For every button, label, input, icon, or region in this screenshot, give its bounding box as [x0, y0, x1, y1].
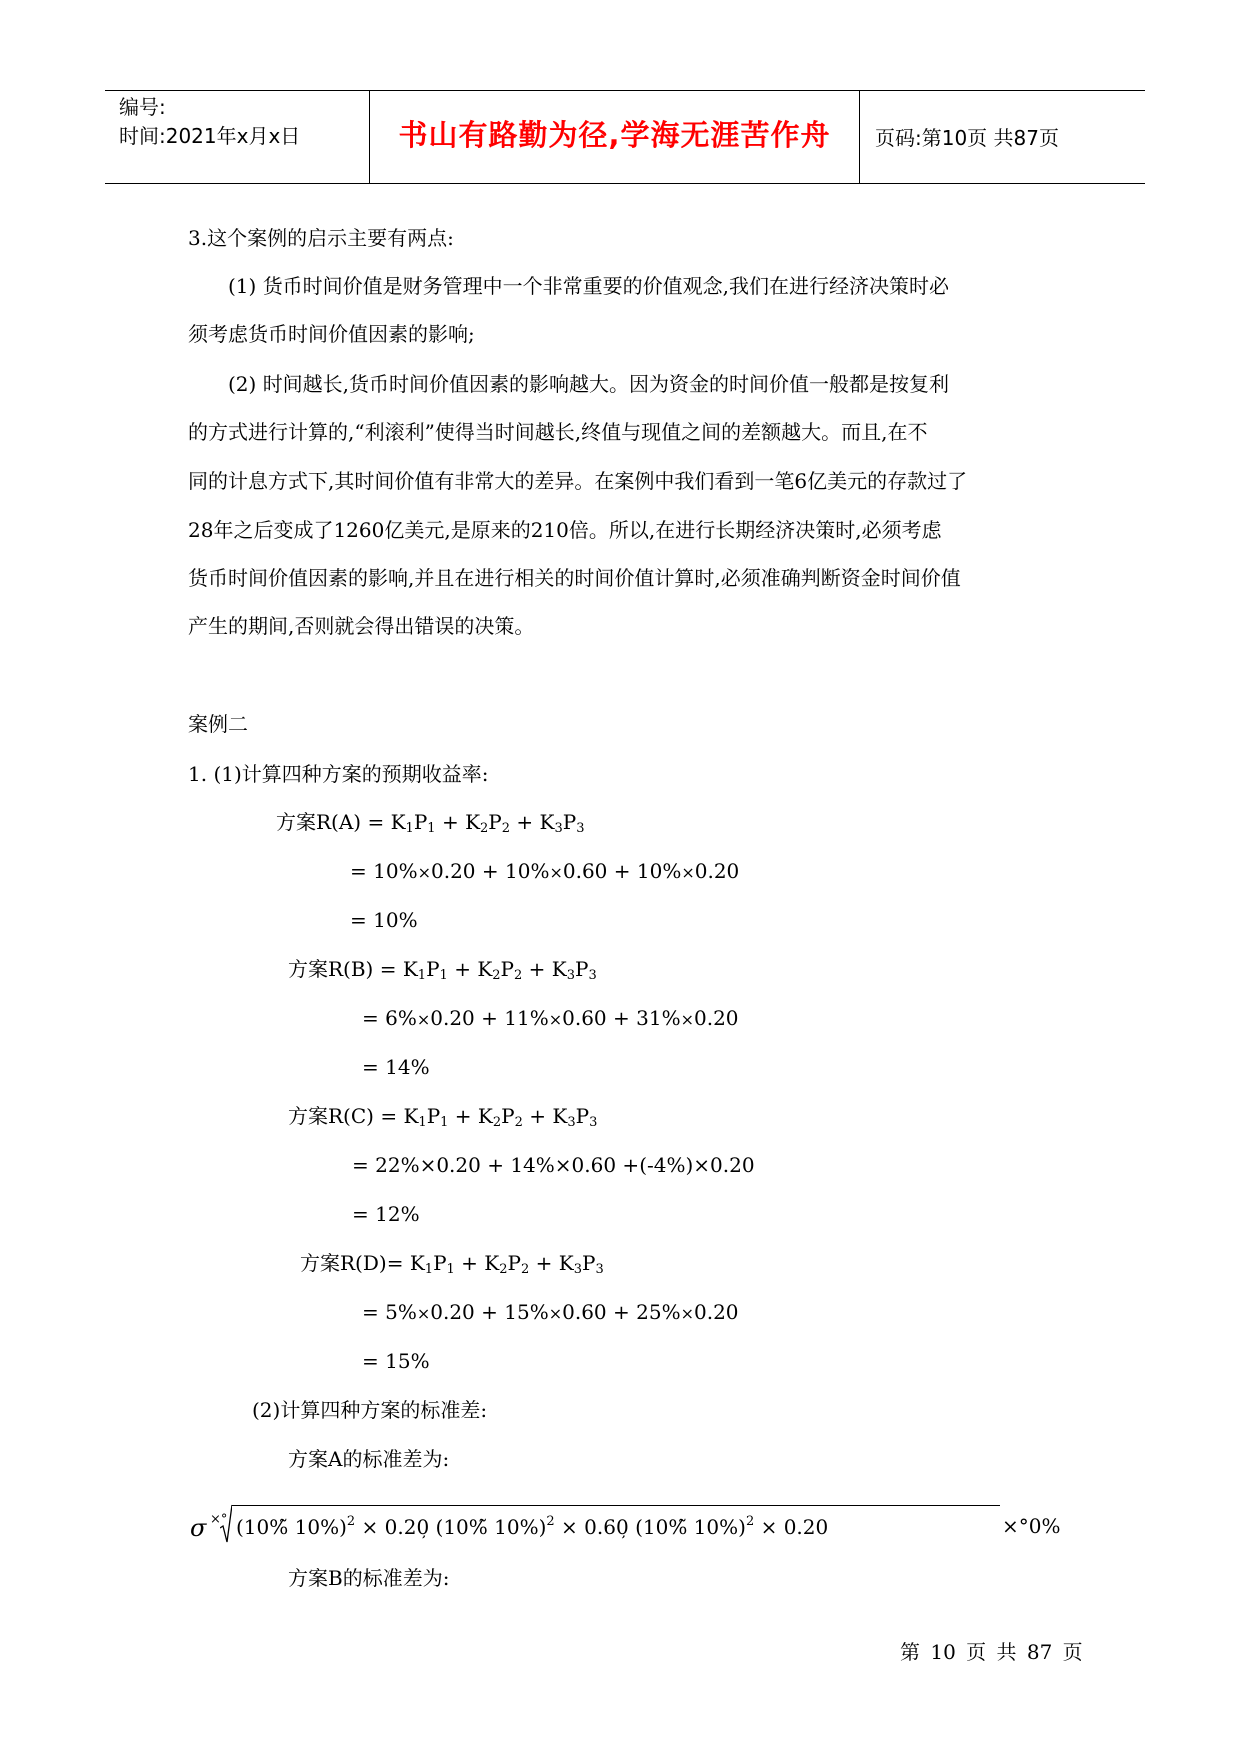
plan-c-formula: 方案$R(C) = K_1P_1 + K_2P_2 + K_3P_3$	[288, 1104, 598, 1130]
garbled-glyph: ×°	[210, 1512, 228, 1527]
std-dev-label-a: 方案A的标准差为:	[288, 1447, 450, 1471]
paragraph-line: (2) 时间越长,货币时间价值因素的影响越大。因为资金的时间价值一般都是按复利	[228, 372, 950, 396]
header-motto: 书山有路勤为径,学海无涯苦作舟	[398, 118, 831, 152]
plan-d-formula: 方案$R(D)= K_1P_1 + K_2P_2 + K_3P_3$	[300, 1251, 604, 1277]
document-header	[105, 90, 1145, 184]
plan-d-calc: = 5%×0.20 + 15%×0.60 + 25%×0.20	[362, 1300, 739, 1324]
paragraph-line: 产生的期间,否则就会得出错误的决策。	[188, 614, 535, 638]
plan-label: 方案R(B) =	[288, 957, 397, 981]
std-dev-formula	[190, 1504, 1061, 1544]
paragraph-line: 同的计息方式下,其时间价值有非常大的差异。在案例中我们看到一笔6亿美元的存款过了	[188, 469, 968, 493]
plan-b-calc: = 6%×0.20 + 11%×0.60 + 31%×0.20	[362, 1006, 739, 1030]
plan-c-result: = 12%	[352, 1202, 420, 1226]
paragraph-line: (1) 货币时间价值是财务管理中一个非常重要的价值观念,我们在进行经济决策时必	[228, 274, 950, 298]
formula-result: ×°0%	[1002, 1514, 1061, 1538]
paragraph-line: 3.这个案例的启示主要有两点:	[188, 226, 454, 250]
radicand: (10%̃ 10%)$^2$ × 0.20̦ (10%̃ 10%)$^2$ × 0.60̦ (10%̃ 10%)$^2$ × 0.20	[236, 1514, 829, 1539]
section-heading: 案例二	[188, 712, 248, 736]
plan-b-result: = 14%	[362, 1055, 430, 1079]
serial-number-label: 编号:	[119, 95, 166, 119]
plan-label: 方案R(C) =	[288, 1104, 398, 1128]
plan-a-calc: = 10%×0.20 + 10%×0.60 + 10%×0.20	[350, 859, 740, 883]
paragraph-line: 的方式进行计算的,“利滚利”使得当时间越长,终值与现值之间的差额越大。而且,在不	[188, 420, 928, 444]
plan-a-formula: 方案$R(A) = K_1P_1 + K_2P_2 + K_3P_3$	[276, 810, 585, 836]
paragraph-line: 货币时间价值因素的影响,并且在进行相关的时间价值计算时,必须准确判断资金时间价值	[188, 566, 961, 590]
page-footer: 第 10 页 共 87 页	[900, 1640, 1083, 1664]
plan-label: 方案R(D)=	[300, 1251, 404, 1275]
question-line: (2)计算四种方案的标准差:	[252, 1398, 488, 1422]
header-divider	[859, 91, 860, 183]
std-dev-label-b: 方案B的标准差为:	[288, 1566, 450, 1590]
header-page-label: 页码:第10页 共87页	[875, 126, 1059, 150]
plan-a-result: = 10%	[350, 908, 418, 932]
plan-b-formula: 方案$R(B) = K_1P_1 + K_2P_2 + K_3P_3$	[288, 957, 597, 983]
plan-label: 方案R(A) =	[276, 810, 385, 834]
radical-icon	[220, 1504, 232, 1544]
time-label: 时间:2021年x月x日	[119, 124, 301, 148]
radical-vinculum	[232, 1505, 1000, 1506]
header-left-cell	[119, 93, 300, 151]
paragraph-line: 须考虑货币时间价值因素的影响;	[188, 322, 475, 346]
plan-d-result: = 15%	[362, 1349, 430, 1373]
paragraph-line: 28年之后变成了1260亿美元,是原来的210倍。所以,在进行长期经济决策时,必须考虑	[188, 518, 942, 542]
question-line: 1. (1)计算四种方案的预期收益率:	[188, 762, 489, 786]
plan-c-calc: = 22%×0.20 + 14%×0.60 +(-4%)×0.20	[352, 1153, 755, 1177]
sigma-symbol: σ	[190, 1514, 207, 1542]
